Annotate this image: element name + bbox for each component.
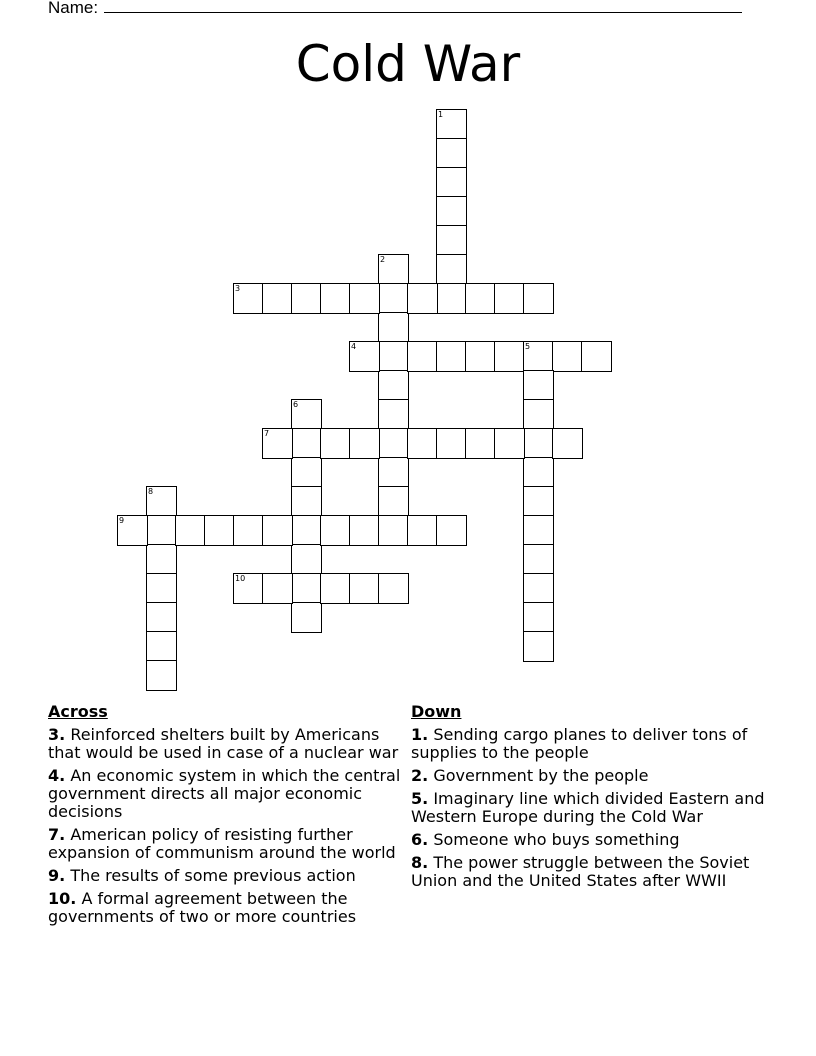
grid-cell[interactable] [523, 544, 554, 575]
grid-cell[interactable] [320, 515, 351, 546]
clue-text: An economic system in which the central government directs all major economic decisions [48, 766, 401, 821]
grid-cell[interactable] [320, 573, 351, 604]
clue-text: Reinforced shelters built by Americans that would be used in case of a nuclear war [48, 725, 399, 762]
clue-item [48, 867, 406, 885]
grid-cell[interactable] [494, 341, 525, 372]
grid-cell[interactable] [523, 515, 554, 546]
down-heading: Down [411, 702, 462, 721]
grid-cell[interactable] [523, 399, 554, 430]
clue-number: 5. [411, 789, 429, 808]
clue-text: Sending cargo planes to deliver tons of supplies to the people [411, 725, 748, 762]
grid-cell[interactable] [436, 341, 467, 372]
grid-cell[interactable] [378, 283, 409, 314]
grid-cell[interactable] [146, 544, 177, 575]
grid-cell[interactable] [523, 602, 554, 633]
clue-text: The power struggle between the Soviet Union and the United States after WWII [411, 853, 750, 890]
name-label: Name: [48, 0, 99, 17]
grid-cell[interactable] [494, 283, 525, 314]
grid-cell[interactable] [291, 283, 322, 314]
grid-cell[interactable] [407, 341, 438, 372]
grid-cell[interactable] [233, 283, 264, 314]
clue-number: 7. [48, 825, 66, 844]
clue-item [411, 831, 767, 849]
clue-number: 9. [48, 866, 66, 885]
down-clues [411, 702, 767, 895]
grid-cell[interactable] [378, 486, 409, 517]
grid-cell[interactable] [146, 631, 177, 662]
clue-text: Imaginary line which divided Eastern and Western Europe during the Cold War [411, 789, 765, 826]
grid-cell[interactable] [465, 341, 496, 372]
grid-cell[interactable] [523, 370, 554, 401]
clue-item [48, 726, 406, 762]
clue-item [48, 767, 406, 821]
grid-cell[interactable] [552, 428, 583, 459]
cell-number: 2 [380, 255, 386, 264]
clue-item [411, 726, 767, 762]
grid-cell[interactable] [175, 515, 206, 546]
clue-item [48, 890, 406, 926]
grid-cell[interactable] [262, 573, 293, 604]
grid-cell[interactable] [291, 399, 322, 430]
grid-cell[interactable] [523, 573, 554, 604]
clue-text: Government by the people [433, 766, 649, 785]
grid-cell[interactable] [117, 515, 148, 546]
grid-cell[interactable] [436, 138, 467, 169]
grid-cell[interactable] [436, 167, 467, 198]
page-title: Cold War [295, 35, 521, 93]
grid-cell[interactable] [523, 283, 554, 314]
cell-number: 10 [235, 574, 246, 583]
grid-cell[interactable] [262, 428, 293, 459]
clue-text: Someone who buys something [433, 830, 680, 849]
clue-text: A formal agreement between the governments of two or more countries [48, 889, 357, 926]
grid-cell[interactable] [291, 428, 322, 459]
grid-cell[interactable] [436, 196, 467, 227]
grid-cell[interactable] [378, 399, 409, 430]
cell-number: 4 [351, 342, 357, 351]
grid-cell[interactable] [523, 341, 554, 372]
grid-cell[interactable] [465, 428, 496, 459]
grid-cell[interactable] [523, 631, 554, 662]
clue-item [411, 767, 767, 785]
grid-cell[interactable] [262, 283, 293, 314]
grid-cell[interactable] [436, 225, 467, 256]
clue-number: 4. [48, 766, 66, 785]
grid-cell[interactable] [378, 341, 409, 372]
cell-number: 3 [235, 284, 241, 293]
grid-cell[interactable] [146, 515, 177, 546]
clue-number: 1. [411, 725, 429, 744]
grid-cell[interactable] [378, 573, 409, 604]
grid-cell[interactable] [407, 283, 438, 314]
grid-cell[interactable] [233, 515, 264, 546]
grid-cell[interactable] [378, 428, 409, 459]
grid-cell[interactable] [146, 602, 177, 633]
grid-cell[interactable] [436, 428, 467, 459]
cell-number: 5 [525, 342, 531, 351]
grid-cell[interactable] [436, 109, 467, 140]
grid-cell[interactable] [378, 312, 409, 343]
grid-cell[interactable] [146, 486, 177, 517]
grid-cell[interactable] [349, 283, 380, 314]
grid-cell[interactable] [146, 660, 177, 691]
grid-cell[interactable] [320, 283, 351, 314]
grid-cell[interactable] [146, 573, 177, 604]
clue-number: 6. [411, 830, 429, 849]
grid-cell[interactable] [581, 341, 612, 372]
grid-cell[interactable] [291, 573, 322, 604]
grid-cell[interactable] [291, 544, 322, 575]
clue-item [411, 854, 767, 890]
cell-number: 6 [293, 400, 299, 409]
grid-cell[interactable] [291, 486, 322, 517]
across-heading: Across [48, 702, 108, 721]
grid-cell[interactable] [436, 515, 467, 546]
grid-cell[interactable] [349, 341, 380, 372]
cell-number: 7 [264, 429, 270, 438]
grid-cell[interactable] [552, 341, 583, 372]
cell-number: 9 [119, 516, 125, 525]
clue-text: American policy of resisting further expansion of communism around the world [48, 825, 396, 862]
grid-cell[interactable] [320, 428, 351, 459]
grid-cell[interactable] [378, 515, 409, 546]
grid-cell[interactable] [204, 515, 235, 546]
grid-cell[interactable] [465, 283, 496, 314]
clue-item [48, 826, 406, 862]
clue-number: 10. [48, 889, 77, 908]
grid-cell[interactable] [349, 573, 380, 604]
grid-cell[interactable] [378, 457, 409, 488]
grid-cell[interactable] [291, 457, 322, 488]
grid-cell[interactable] [407, 428, 438, 459]
clue-number: 2. [411, 766, 429, 785]
grid-cell[interactable] [407, 515, 438, 546]
grid-cell[interactable] [523, 486, 554, 517]
grid-cell[interactable] [262, 515, 293, 546]
clue-item [411, 790, 767, 826]
clue-number: 3. [48, 725, 66, 744]
grid-cell[interactable] [523, 457, 554, 488]
grid-cell[interactable] [378, 370, 409, 401]
grid-cell[interactable] [349, 428, 380, 459]
grid-cell[interactable] [436, 254, 467, 285]
cell-number: 1 [438, 110, 444, 119]
grid-cell[interactable] [349, 515, 380, 546]
grid-cell[interactable] [523, 428, 554, 459]
grid-cell[interactable] [291, 515, 322, 546]
across-clues [48, 702, 406, 931]
grid-cell[interactable] [291, 602, 322, 633]
grid-cell[interactable] [233, 573, 264, 604]
clue-number: 8. [411, 853, 429, 872]
clue-text: The results of some previous action [70, 866, 356, 885]
grid-cell[interactable] [378, 254, 409, 285]
grid-cell[interactable] [494, 428, 525, 459]
cell-number: 8 [148, 487, 154, 496]
grid-cell[interactable] [436, 283, 467, 314]
